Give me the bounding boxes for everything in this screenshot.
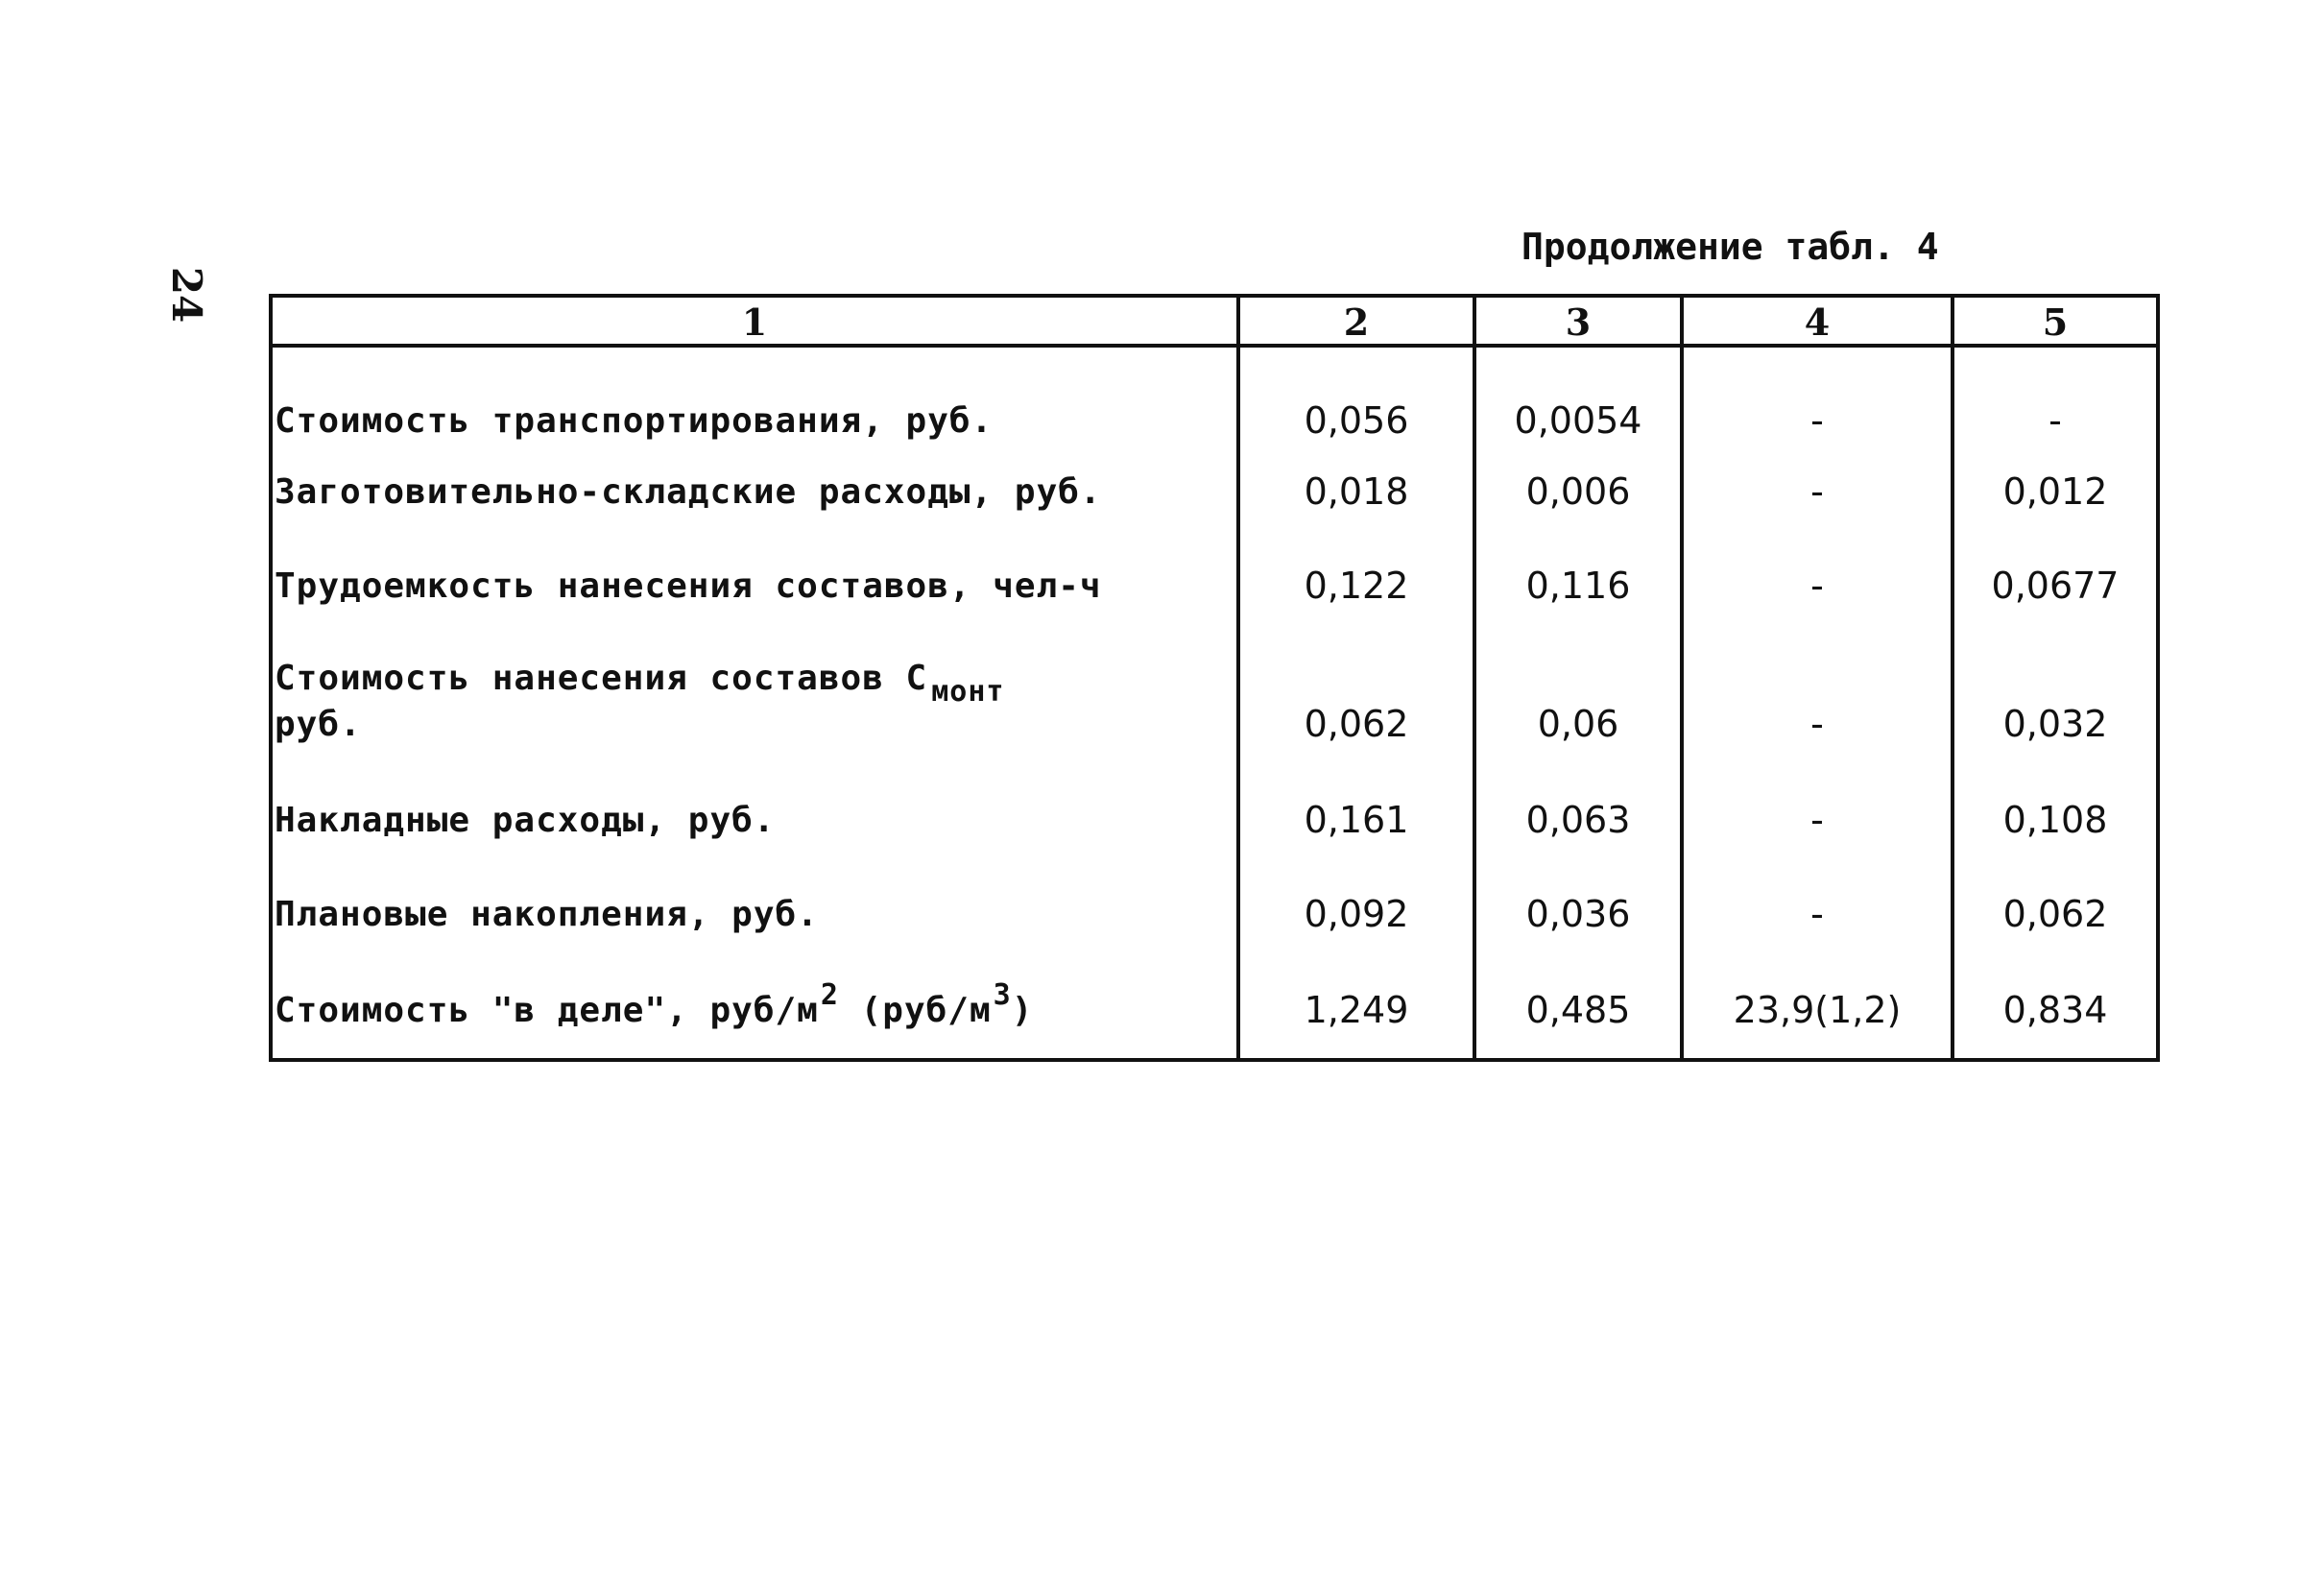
table-cell: 0,062 [1304,703,1409,745]
column-header-4: 4 [1804,301,1831,344]
data-table [269,294,2160,1062]
table-cell: 0,063 [1525,799,1631,841]
row-label-text: ) [1011,991,1034,1030]
table-cell: 0,108 [2002,799,2108,841]
table-cell: 0,06 [1537,703,1619,745]
superscript-text: 3 [993,978,1012,1012]
table-caption: Продолжение табл. 4 [1521,226,1939,268]
table-cell: 0,122 [1304,565,1409,607]
table-cell: - [1810,799,1824,841]
table-cell: 0,834 [2002,989,2108,1031]
row-label-text: Стоимость "в деле", руб/м [275,991,819,1030]
table-cell: 1,249 [1304,989,1409,1031]
table-cell: 0,036 [1525,893,1631,935]
table-cell: 0,056 [1304,399,1409,442]
table-cell: 0,092 [1304,893,1409,935]
table-cell: 23,9(1,2) [1733,989,1902,1031]
table-cell: - [2048,399,2062,442]
table-cell: 0,0054 [1514,399,1642,442]
table-cell: 0,012 [2002,470,2108,513]
table-cell: 0,0677 [1991,565,2120,607]
page-number: 24 [163,266,211,324]
row-label-labor-intensity: Трудоемкость нанесения составов, чел-ч [275,566,1102,606]
row-label-application-cost-unit: руб. [275,705,362,744]
column-header-5: 5 [2042,301,2069,344]
table-cell: 0,032 [2002,703,2108,745]
table-cell: 0,018 [1304,470,1409,513]
table-cell: - [1810,565,1824,607]
table-cell: 0,006 [1525,470,1631,513]
table-cell: - [1810,399,1824,442]
table-cell: - [1810,893,1824,935]
subscript-text: монт [931,675,1005,709]
table-cell: 0,116 [1525,565,1631,607]
row-label-procurement-costs: Заготовительно-складские расходы, руб. [275,472,1102,512]
column-header-1: 1 [741,301,768,344]
row-label-text: (руб/м [838,991,992,1030]
table-cell: 0,062 [2002,893,2108,935]
superscript-text: 2 [820,978,839,1012]
column-header-2: 2 [1343,301,1370,344]
header-rule [273,344,2156,348]
table-cell: 0,161 [1304,799,1409,841]
table-cell: 0,485 [1525,989,1631,1031]
row-label-in-place-cost [275,978,1034,1030]
row-label-planned-savings: Плановые накопления, руб. [275,895,819,934]
row-label-overhead-costs: Накладные расходы, руб. [275,801,776,840]
row-label-text: Стоимость нанесения составов С [275,659,928,698]
column-header-3: 3 [1565,301,1592,344]
table-cell: - [1810,470,1824,513]
row-label-application-cost [275,659,1005,709]
table-cell: - [1810,703,1824,745]
row-label-transport-cost: Стоимость транспортирования, руб. [275,401,994,441]
